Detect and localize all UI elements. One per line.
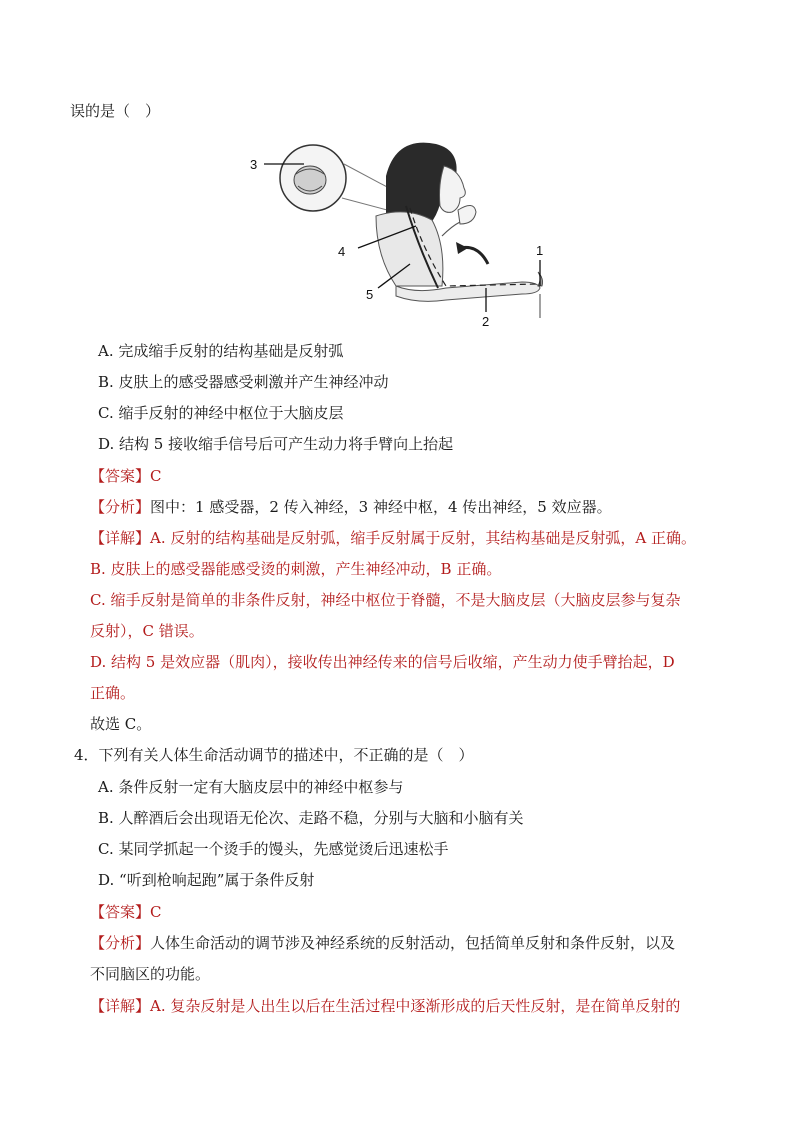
q4-detail [90,996,680,1016]
q4-option-a: A. 条件反射一定有大脑皮层中的神经中枢参与 [98,778,404,796]
detail-line: D. 结构 5 是效应器（肌肉），接收传出神经传来的信号后收缩，产生动力使手臂抬起，D [90,653,675,671]
detail-line: C. 缩手反射是简单的非条件反射，神经中枢位于脊髓，不是大脑皮层（大脑皮层参与复杂 [90,591,681,609]
figure-label-3: 3 [250,157,258,172]
q3-answer [90,466,162,486]
q4-stem: 4．下列有关人体生命活动调节的描述中，不正确的是（ ） [74,746,474,764]
detail-line: B. 皮肤上的感受器能感受烫的刺激，产生神经冲动，B 正确。 [90,560,502,578]
q3-analysis [90,497,612,517]
detail-line: A. 复杂反射是人出生以后在生活过程中逐渐形成的后天性反射，是在简单反射的 [150,997,681,1015]
figure-label-5: 5 [366,287,374,302]
analysis-text: 人体生命活动的调节涉及神经系统的反射活动，包括简单反射和条件反射，以及 [150,934,676,952]
q3-conclusion: 故选 C。 [90,715,152,733]
q4-answer [90,902,162,922]
analysis-tag: 【分析】 [90,498,151,516]
detail-line: 反射），C 错误。 [90,622,204,640]
detail-line: 正确。 [90,684,136,702]
answer-value: C [150,903,162,921]
q4-analysis [90,933,675,953]
figure-label-2: 2 [482,314,490,329]
q3-option-c: C. 缩手反射的神经中枢位于大脑皮层 [98,404,344,422]
answer-tag: 【答案】 [90,903,151,921]
analysis-tag: 【分析】 [90,934,151,952]
q3-option-a: A. 完成缩手反射的结构基础是反射弧 [98,342,344,360]
question-stem: 误的是（ ） [70,102,161,120]
analysis-text: 不同脑区的功能。 [90,965,211,983]
q4-option-d: D. “听到枪响起跑”属于条件反射 [98,871,315,889]
answer-tag: 【答案】 [90,467,151,485]
detail-tag: 【详解】 [90,997,151,1015]
q3-option-b: B. 皮肤上的感受器感受刺激并产生神经冲动 [98,373,389,391]
figure-label-1: 1 [536,243,544,258]
q3-detail [90,528,696,548]
reflex-arc-illustration [246,136,552,332]
q4-option-b: B. 人醉酒后会出现语无伦次、走路不稳，分别与大脑和小脑有关 [98,809,524,827]
answer-value: C [150,467,162,485]
q3-option-d: D. 结构 5 接收缩手信号后可产生动力将手臂向上抬起 [98,435,454,453]
detail-tag: 【详解】 [90,529,151,547]
q4-option-c: C. 某同学抓起一个烫手的馒头，先感觉烫后迅速松手 [98,840,449,858]
reflex-arc-figure [246,136,552,332]
detail-line: A. 反射的结构基础是反射弧，缩手反射属于反射，其结构基础是反射弧，A 正确。 [150,529,696,547]
analysis-text: 图中：1 感受器，2 传入神经，3 神经中枢，4 传出神经，5 效应器。 [150,498,612,516]
figure-label-4: 4 [338,244,346,259]
